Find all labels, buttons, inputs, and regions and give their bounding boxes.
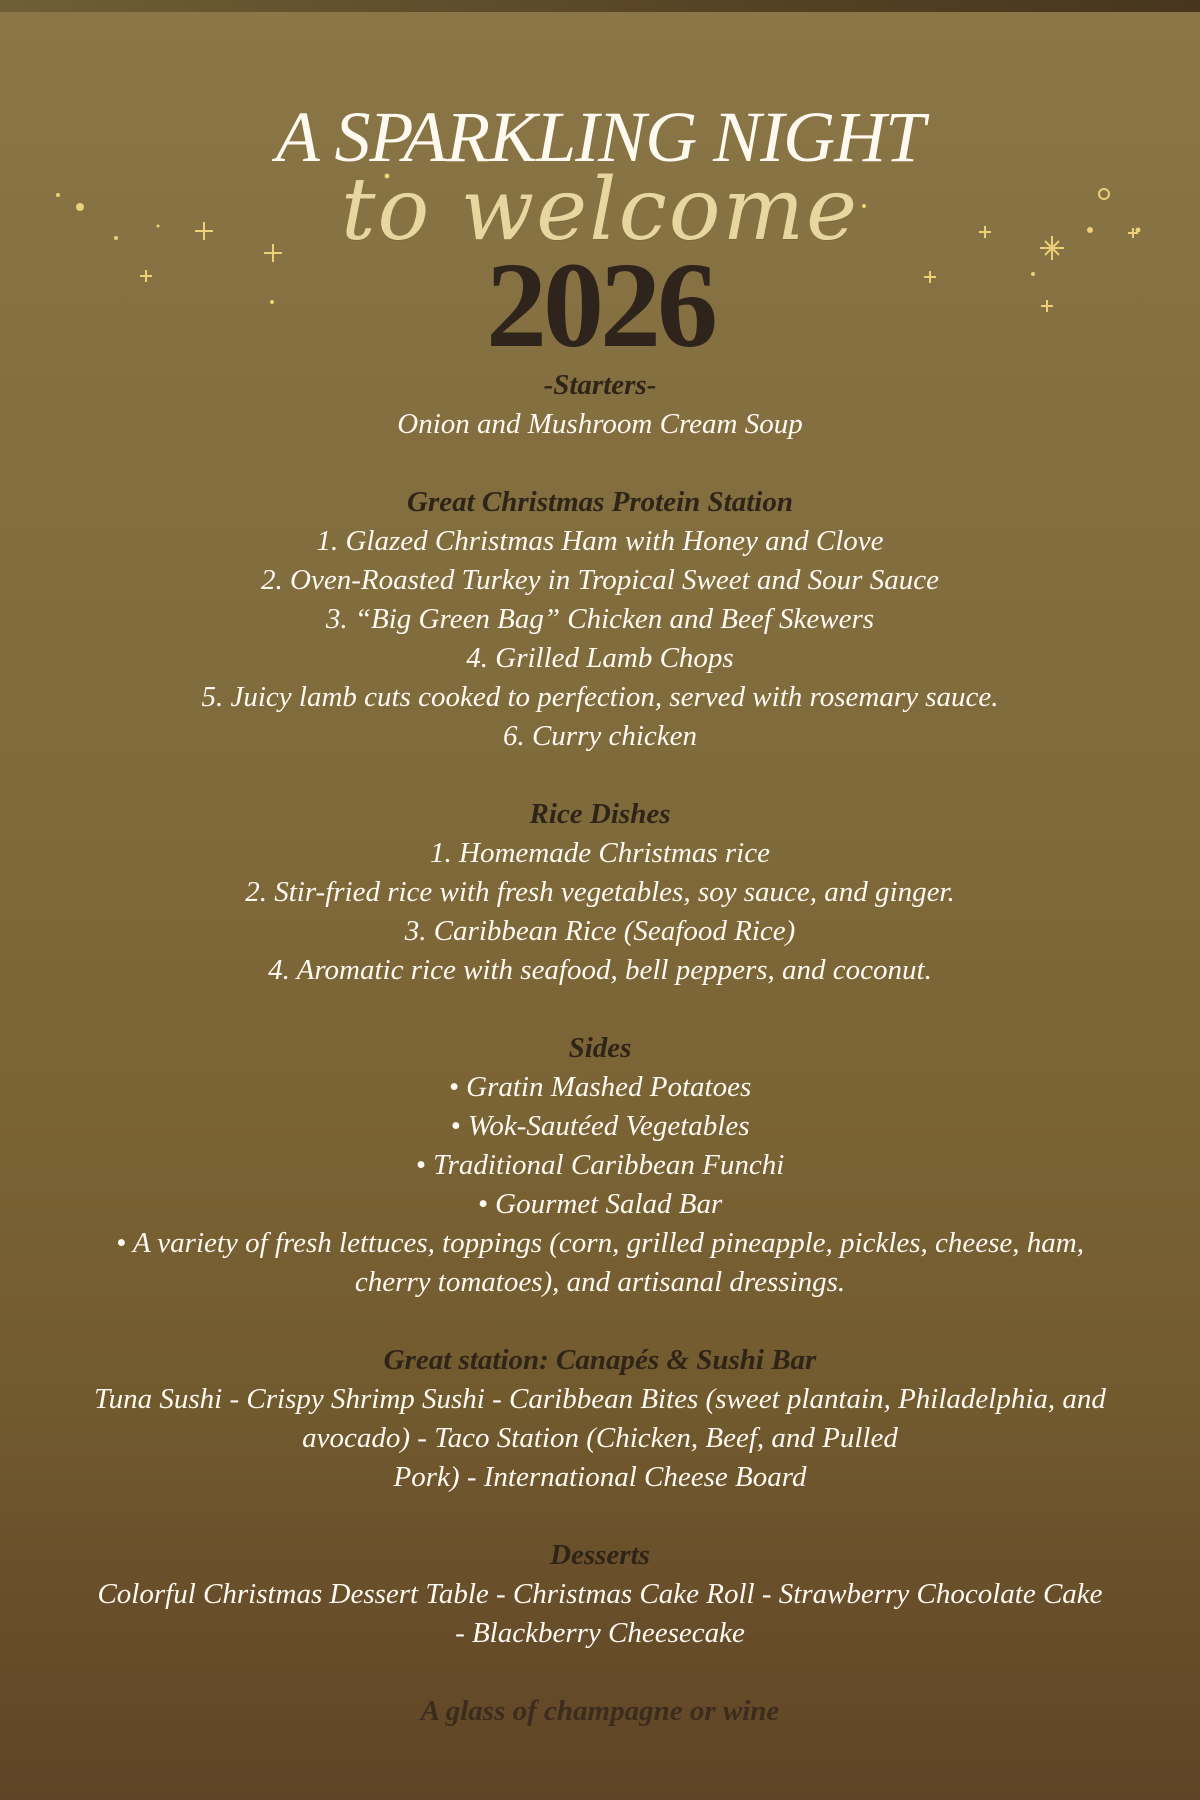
menu-item: 5. Juicy lamb cuts cooked to perfection, served with rosemary sauce. <box>201 681 999 713</box>
section-gap <box>40 990 1160 1029</box>
section-gap <box>40 444 1160 483</box>
menu-item: 1. Homemade Christmas rice <box>430 837 770 869</box>
menu-item: cherry tomatoes), and artisanal dressings. <box>354 1266 846 1298</box>
event-script-subtitle: to welcome <box>340 160 860 260</box>
menu-item: 6. Curry chicken <box>502 720 698 752</box>
section-sides <box>40 1029 1160 1302</box>
section-heading: Great station: Canapés & Sushi Bar <box>383 1344 817 1376</box>
section-gap <box>40 1497 1160 1536</box>
section-rice-dishes <box>40 795 1160 990</box>
section-heading: Desserts <box>550 1539 650 1571</box>
event-title: A SPARKLING NIGHT <box>275 97 925 177</box>
menu-item: 1. Glazed Christmas Ham with Honey and Clove <box>316 525 884 557</box>
menu-item: 3. “Big Green Bag” Chicken and Beef Skewers <box>325 603 875 635</box>
section-gap <box>40 1302 1160 1341</box>
menu-item: 4. Grilled Lamb Chops <box>466 642 734 674</box>
section-canapes-sushi-bar <box>40 1341 1160 1497</box>
section-heading: Sides <box>568 1032 632 1064</box>
event-year: 2026 <box>486 238 714 373</box>
menu-item: avocado) - Taco Station (Chicken, Beef, and Pulled <box>302 1422 898 1454</box>
section-heading: Great Christmas Protein Station <box>407 486 793 518</box>
menu-item: 2. Stir-fried rice with fresh vegetables, soy sauce, and ginger. <box>245 876 955 908</box>
menu-item: - Blackberry Cheesecake <box>455 1617 745 1649</box>
menu-item: Tuna Sushi - Crispy Shrimp Sushi - Caribbean Bites (sweet plantain, Philadelphia, and <box>94 1383 1106 1415</box>
menu-item: • Gourmet Salad Bar <box>477 1188 723 1220</box>
menu-item: • Gratin Mashed Potatoes <box>448 1071 752 1103</box>
section-gap <box>40 1653 1160 1692</box>
menu-item: • Traditional Caribbean Funchi <box>415 1149 785 1181</box>
menu-item: 4. Aromatic rice with seafood, bell peppers, and coconut. <box>268 954 932 986</box>
menu-item: 3. Caribbean Rice (Seafood Rice) <box>404 915 796 947</box>
section-heading: -Starters- <box>543 369 657 401</box>
menu-item: 2. Oven-Roasted Turkey in Tropical Sweet and Sour Sauce <box>261 564 939 596</box>
menu-item: • Wok-Sautéed Vegetables <box>450 1110 750 1142</box>
section-heading: Rice Dishes <box>529 798 671 830</box>
section-gap <box>40 756 1160 795</box>
section-protein-station <box>40 483 1160 756</box>
menu-content <box>40 366 1160 1731</box>
closing-note: A glass of champagne or wine <box>420 1695 780 1727</box>
menu-item: • A variety of fresh lettuces, toppings (corn, grilled pineapple, pickles, cheese, ham, <box>115 1227 1085 1259</box>
menu-item: Onion and Mushroom Cream Soup <box>397 408 803 440</box>
section-starters <box>40 366 1160 444</box>
section-desserts <box>40 1536 1160 1653</box>
menu-item: Colorful Christmas Dessert Table - Christmas Cake Roll - Strawberry Chocolate Cake <box>97 1578 1103 1610</box>
menu-item: Pork) - International Cheese Board <box>393 1461 807 1493</box>
